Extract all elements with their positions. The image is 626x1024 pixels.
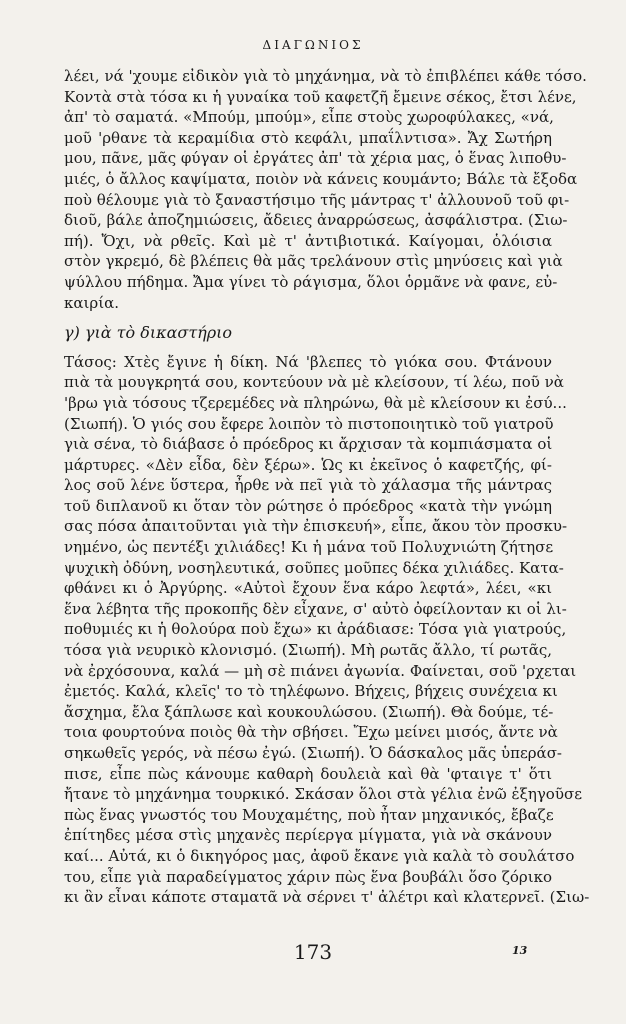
text-line: μιές, ὁ ἄλλος καψίματα, ποιὸν νὰ κάνεις κουμάντο; Βάλε τὰ ἔξοδα bbox=[64, 169, 578, 188]
text-line: καί... Αὐτά, κι ὁ δικηγόρος μας, ἀφοῦ ἔκανε γιὰ καλὰ τὸ σουλάτσο bbox=[64, 846, 575, 865]
text-line: ἀπ' τὸ σαματά. «Μπούμ, μπούμ», εἶπε στοὺς χωροφύλακες, «νά, bbox=[64, 108, 554, 127]
text-line: 'βρω γιὰ τόσους τζερεμέδες νὰ πληρώνω, θὰ μὲ κλείσουν κι ἐσύ... bbox=[64, 393, 567, 412]
text-line: ψύλλου πήδημα. Ἄμα γίνει τὸ ράγισμα, ὅλοι ὁρμᾶνε νὰ φανε, εὐ- bbox=[64, 272, 558, 291]
text-line: νημένο, ὡς πεντέξι χιλιάδες! Κι ἡ μάνα τοῦ Πολυχνιώτη ζήτησε bbox=[64, 538, 554, 557]
text-line: φθάνει κι ὁ Ἀργύρης. «Αὐτοὶ ἔχουν ἕνα κάρο λεφτά», λέει, «κι bbox=[64, 579, 552, 598]
text-line: Τάσος: Χτὲς ἔγινε ἡ δίκη. Νά 'βλεπες τὸ γιόκα σου. Φτάνουν bbox=[64, 352, 552, 371]
body-text bbox=[64, 66, 590, 908]
text-line: τόσα γιὰ νευρικὸ κλονισμό. (Σιωπή). Μὴ ρωτᾶς ἄλλο, τί ρωτᾶς, bbox=[64, 641, 552, 660]
section-heading: γ) γιὰ τὸ δικαστήριο bbox=[64, 323, 233, 343]
text-line: σηκωθεῖς γερός, νὰ πέσω ἐγώ. (Σιωπή). Ὁ δάσκαλος μᾶς ὑπεράσ- bbox=[64, 744, 562, 762]
text-line: του, εἶπε γιὰ παραδείγματος χάριν πὼς ἕνα βουβάλι ὅσο ζόρικο bbox=[64, 867, 552, 886]
text-line: διοῦ, βάλε ἀποζημιώσεις, ἄδειες ἀναρρώσεως, ἀσφάλιστρα. (Σιω- bbox=[64, 211, 568, 230]
text-line: γιὰ σένα, τὸ διάβασε ὁ πρόεδρος κι ἄρχισαν τὰ κομπιάσματα οἱ bbox=[64, 435, 553, 454]
text-line: κι ἂν εἶναι κάποτε σταματᾶ νὰ σέρνει τ' ἀλέτρι καὶ κλατερνεῖ. (Σιω- bbox=[64, 888, 590, 907]
text-line: πισε, εἶπε πὼς κάνουμε καθαρὴ δουλειὰ καὶ θὰ 'φταιγε τ' ὅτι bbox=[64, 764, 552, 783]
text-line: μάρτυρες. «Δὲν εἶδα, δὲν ξέρω». Ὡς κι ἐκεῖνος ὁ καφετζής, φί- bbox=[64, 455, 552, 474]
text-line: λέει, νά 'χουμε εἰδικὸν γιὰ τὸ μηχάνημα, νὰ τὸ ἐπιβλέπει κάθε τόσο. bbox=[64, 67, 587, 85]
text-line: ἕνα λέβητα τῆς προκοπῆς δὲν εἶχανε, σ' αὐτὸ ὀφείλονταν κι οἱ λι- bbox=[64, 599, 567, 618]
text-line: μου, πᾶνε, μᾶς φύγαν οἱ ἐργάτες ἀπ' τὰ χέρια μας, ὁ ἕνας λιποθυ- bbox=[64, 149, 567, 168]
text-line: ποὺ θέλουμε γιὰ τὸ ξαναστήσιμο τῆς μάντρας τ' ἀλλουνοῦ τοῦ φι- bbox=[64, 190, 570, 209]
text-line: ἐμετός. Καλά, κλεῖς' το τὸ τηλέφωνο. Βήχεις, βήχεις συνέχεια κι bbox=[64, 682, 558, 701]
text-line: σας πόσα ἀπαιτοῦνται γιὰ τὴν ἐπισκευή», εἶπε, ἄκου τὸν προσκυ- bbox=[64, 517, 568, 536]
text-line: (Σιωπή). Ὁ γιός σου ἔφερε λοιπὸν τὸ πιστοποιητικὸ τοῦ γιατροῦ bbox=[64, 414, 554, 433]
text-line: καιρία. bbox=[64, 293, 119, 312]
text-line: ἄσχημα, ἔλα ξάπλωσε καὶ κουκουλώσου. (Σιωπή). Θὰ δούμε, τέ- bbox=[64, 702, 554, 721]
text-line: ψυχικὴ ὀδύνη, νοσηλευτικά, σοῦπες μοῦπες δέκα χιλιάδες. Κατα- bbox=[64, 558, 564, 577]
text-line: πή). Ὄχι, νὰ ρθεῖς. Καὶ μὲ τ' ἀντιβιοτικά. Καίγομαι, ὁλόισια bbox=[64, 231, 552, 250]
signature-mark: 13 bbox=[512, 944, 528, 957]
text-line: πιὰ τὰ μουγκρητά σου, κοντεύουν νὰ μὲ κλείσουν, τί λέω, ποῦ νὰ bbox=[64, 373, 564, 392]
text-line: λος σοῦ λένε ὕστερα, ἦρθε νὰ πεῖ γιὰ τὸ χάλασμα τῆς μάντρας bbox=[64, 476, 552, 495]
paragraph-2 bbox=[64, 352, 590, 908]
text-line: ἤτανε τὸ μηχάνημα τουρκικό. Σκάσαν ὅλοι στὰ γέλια ἐνῶ ἐξηγοῦσε bbox=[64, 785, 582, 804]
text-line: Κοντὰ στὰ τόσα κι ἡ γυναίκα τοῦ καφετζῆ ἔμεινε σέκος, ἔτσι λένε, bbox=[64, 87, 577, 106]
text-line: ἐπίτηδες μέσα στὶς μηχανὲς περίεργα μίγματα, γιὰ νὰ σκάνουν bbox=[64, 826, 552, 845]
paragraph-1 bbox=[64, 66, 587, 313]
text-line: τοια φουρτούνα ποιὸς θὰ τὴν σβήσει. Ἔχω μείνει μισός, ἄντε νὰ bbox=[64, 723, 558, 742]
text-line: στὸν γκρεμό, δὲ βλέπεις θὰ μᾶς τρελάνουν στὶς μηνύσεις καὶ γιὰ bbox=[64, 252, 563, 271]
text-line: μοῦ 'ρθανε τὰ κεραμίδια στὸ κεφάλι, μπαΐλντισα». Ἄχ Σωτήρη bbox=[64, 128, 552, 147]
text-line: ποθυμιές κι ἡ θολούρα ποὺ ἔχω» κι ἀράδιασε: Τόσα γιὰ γιατρούς, bbox=[64, 620, 567, 639]
text-line: τοῦ διπλανοῦ κι ὅταν τὸν ρώτησε ὁ πρόεδρος «κατὰ τὴν γνώμη bbox=[64, 496, 552, 515]
running-head: ΔΙΑΓΩΝΙΟΣ bbox=[262, 38, 364, 52]
page-number: 173 bbox=[293, 940, 333, 964]
text-line: πὼς ἕνας γνωστός του Μουχαμέτης, ποὺ ἦταν μηχανικός, ἔβαζε bbox=[64, 805, 554, 824]
text-line: νὰ ἐρχόσουνα, καλά — μὴ σὲ πιάνει ἀγωνία. Φαίνεται, σοῦ 'ρχεται bbox=[64, 661, 577, 680]
